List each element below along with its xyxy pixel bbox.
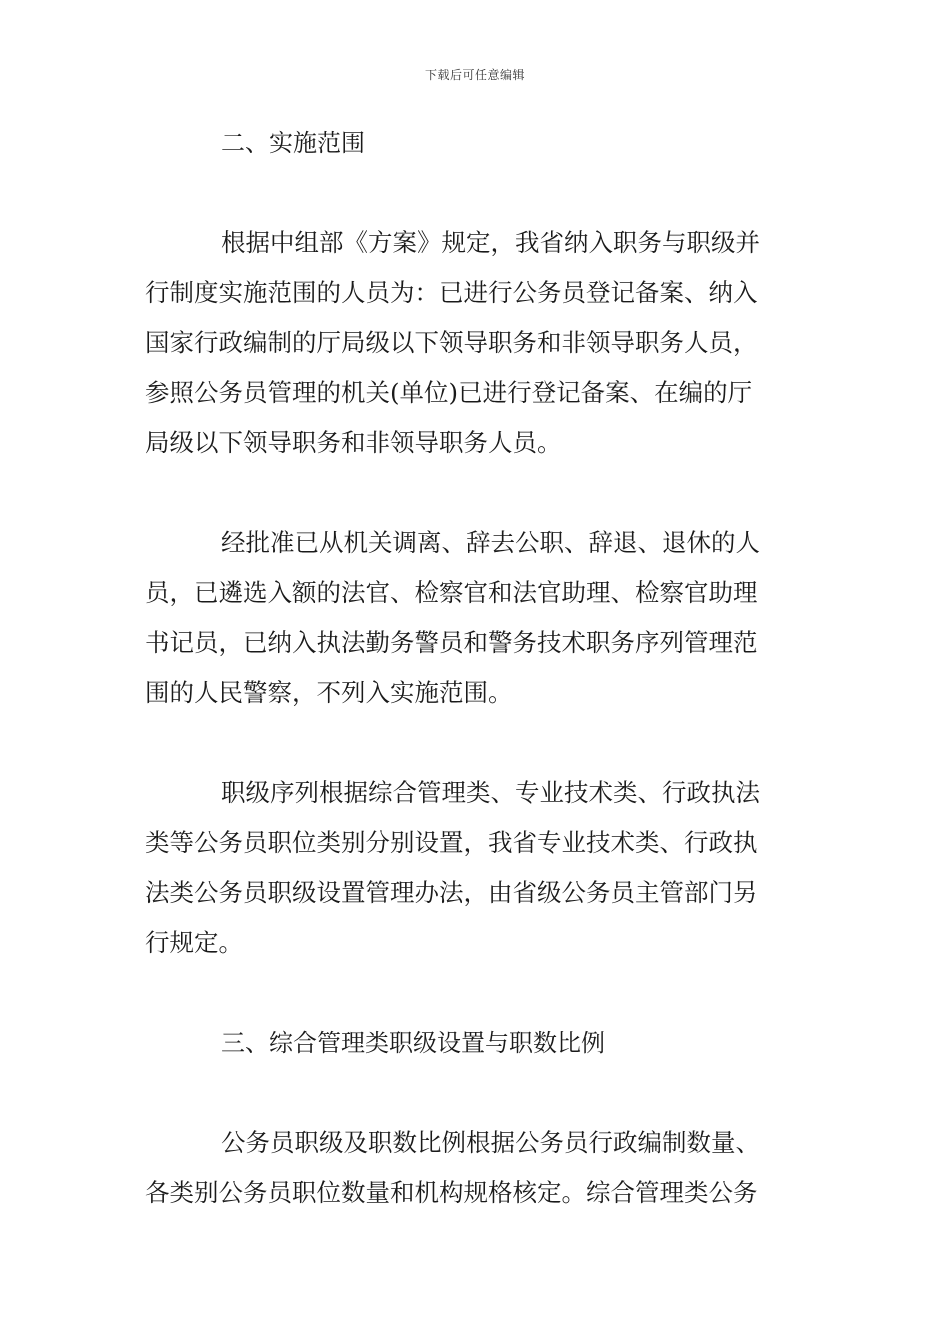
paragraph-gap xyxy=(145,968,807,1018)
paragraph-gap xyxy=(145,168,807,218)
paragraph-line: 员，已遴选入额的法官、检察官和法官助理、检察官助理 xyxy=(145,578,758,607)
paragraph-line: 各类别公务员职位数量和机构规格核定。综合管理类公务 xyxy=(145,1178,758,1207)
paragraph-line: 国家行政编制的厅局级以下领导职务和非领导职务人员， xyxy=(145,328,758,357)
page-header: 下载后可任意编辑 xyxy=(424,68,525,82)
paragraph-line: 局级以下领导职务和非领导职务人员。 xyxy=(145,428,562,457)
paragraph-gap xyxy=(145,468,807,518)
paragraph-rank-sequence xyxy=(145,768,807,968)
paragraph-line: 书记员，已纳入执法勤务警员和警务技术职务序列管理范 xyxy=(145,628,758,657)
paragraph-gap xyxy=(145,718,807,768)
paragraph-gap xyxy=(145,1068,807,1118)
paragraph-line: 行规定。 xyxy=(145,928,243,957)
paragraph-line: 根据中组部《方案》规定，我省纳入职务与职级并 xyxy=(221,228,760,257)
section-heading-rank-settings: 三、综合管理类职级设置与职数比例 xyxy=(221,1029,605,1057)
section-heading-scope: 二、实施范围 xyxy=(221,129,365,157)
paragraph-line: 参照公务员管理的机关(单位)已进行登记备案、在编的厅 xyxy=(145,378,753,407)
paragraph-line: 围的人民警察，不列入实施范围。 xyxy=(145,678,513,707)
paragraph-scope-definition xyxy=(145,218,807,468)
document-body xyxy=(145,118,807,1218)
paragraph-line: 类等公务员职位类别分别设置，我省专业技术类、行政执 xyxy=(145,828,758,857)
paragraph-line: 行制度实施范围的人员为：已进行公务员登记备案、纳入 xyxy=(145,278,758,307)
paragraph-line: 公务员职级及职数比例根据公务员行政编制数量、 xyxy=(221,1128,760,1157)
paragraph-line: 职级序列根据综合管理类、专业技术类、行政执法 xyxy=(221,778,760,807)
paragraph-exclusions xyxy=(145,518,807,718)
paragraph-line: 经批准已从机关调离、辞去公职、辞退、退休的人 xyxy=(221,528,760,557)
paragraph-rank-ratio xyxy=(145,1118,807,1218)
paragraph-line: 法类公务员职级设置管理办法，由省级公务员主管部门另 xyxy=(145,878,758,907)
